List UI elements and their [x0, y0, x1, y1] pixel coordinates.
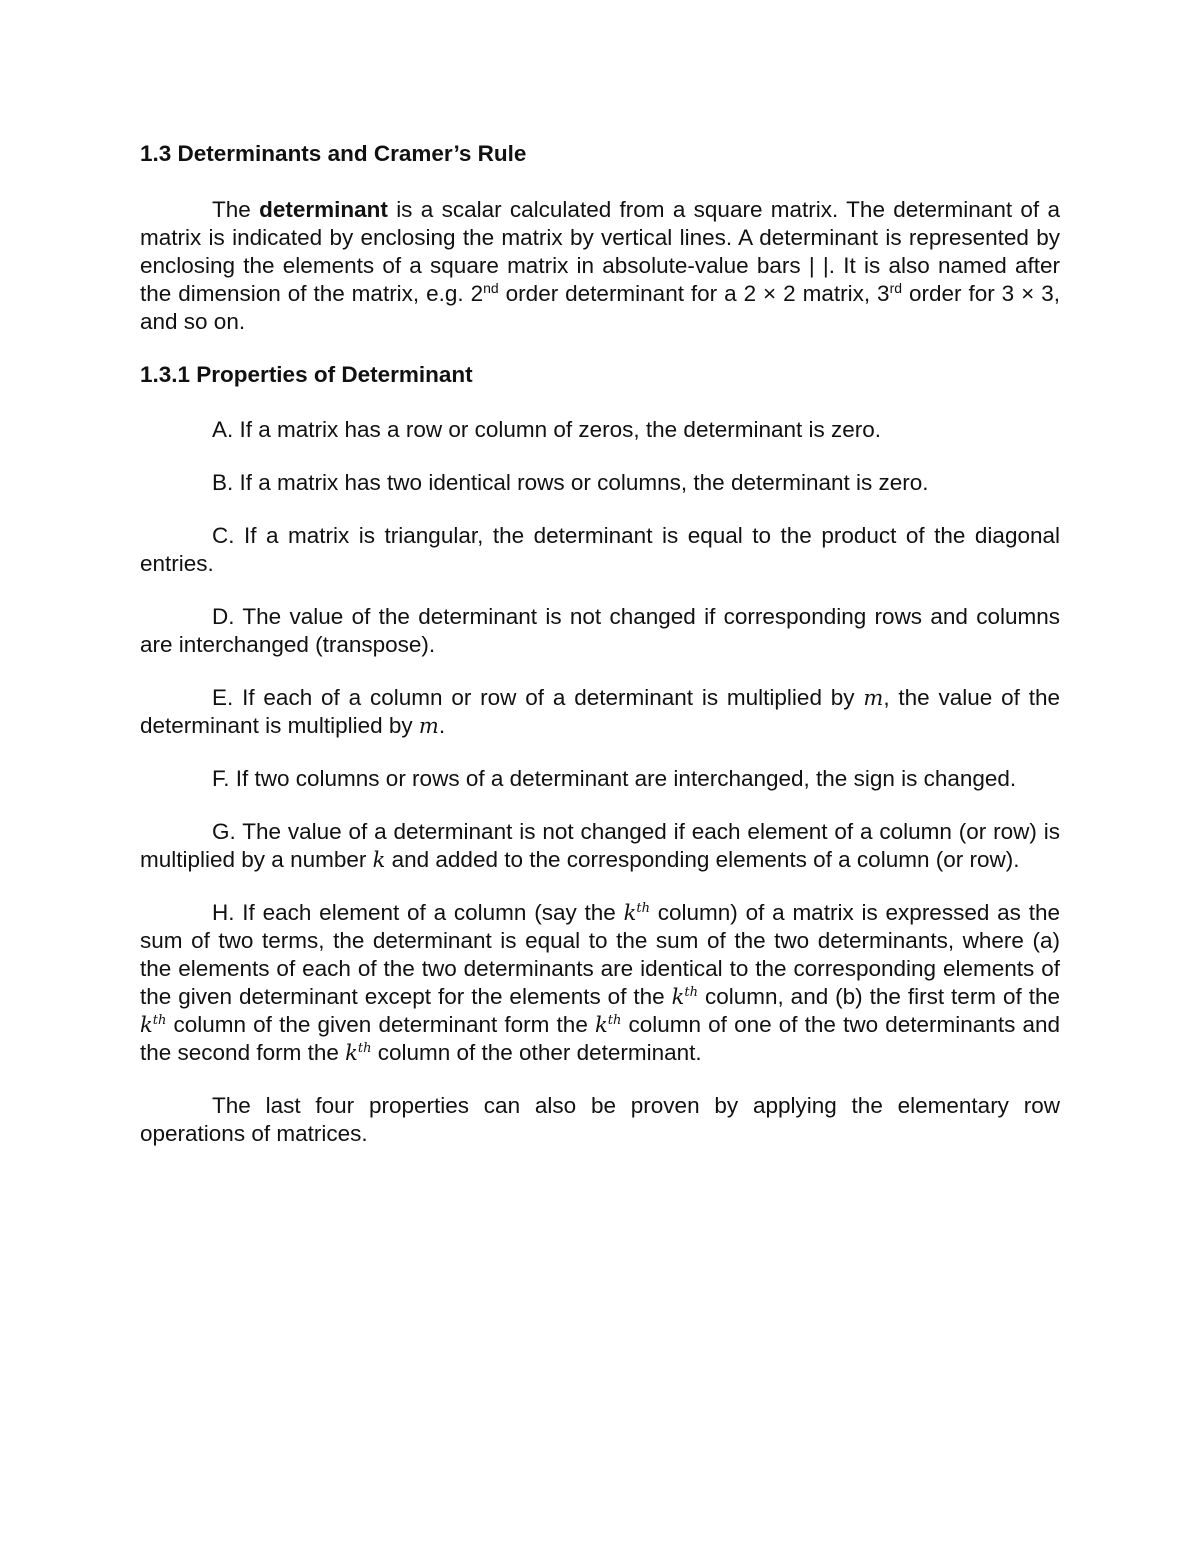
var-k: k	[372, 848, 386, 872]
document-page	[140, 140, 1060, 1148]
var-k-th: $k^{th}$	[671, 985, 698, 1009]
property-g: G. The value of a determinant is not changed if each element of a column (or row) is multiplied by a number k and added to the corresponding elements of a column (or row).	[140, 819, 1060, 872]
section-heading: 1.3 Determinants and Cramer’s Rule	[140, 141, 527, 166]
property-f: F. If two columns or rows of a determinant are interchanged, the sign is changed.	[212, 766, 1017, 791]
var-k-th: $k^{th}$	[140, 1013, 167, 1037]
term-determinant: determinant	[259, 197, 388, 222]
subsection-heading: 1.3.1 Properties of Determinant	[140, 362, 473, 387]
var-k-th: $k^{th}$	[623, 901, 650, 925]
property-d: D. The value of the determinant is not changed if corresponding rows and columns are interchanged (transpose).	[140, 604, 1060, 657]
intro-paragraph: The determinant is a scalar calculated from a square matrix. The determinant of a matrix is indicated by enclosing the matrix by vertical lines. A determinant is represented by enclosing the elements of a square matrix in absolute-value bars | |. It is also named after the dimension of the matrix, e.g. 2nd order determinant for a 2 × 2 matrix, 3rd order for 3 × 3, and so on.	[140, 197, 1060, 334]
var-m: m	[863, 686, 884, 710]
closing-paragraph: The last four properties can also be proven by applying the elementary row operations of matrices.	[140, 1093, 1060, 1146]
property-c: C. If a matrix is triangular, the determinant is equal to the product of the diagonal entries.	[140, 523, 1060, 576]
property-h: H. If each element of a column (say the $k^{th}$ column) of a matrix is expressed as the sum of two terms, the determinant is equal to the sum of the two determinants, where (a) the elements of each of the two determinants are identical to the corresponding elements of the given determinant except for the elements of the $k^{th}$ column, and (b) the first term of the $k^{th}$ column of the given determinant form the $k^{th}$ column of one of the two determinants and the second form the $k^{th}$ column of the other determinant.	[140, 900, 1061, 1065]
var-k-th: $k^{th}$	[345, 1041, 372, 1065]
property-a: A. If a matrix has a row or column of zeros, the determinant is zero.	[212, 417, 882, 442]
property-e: E. If each of a column or row of a determinant is multiplied by m, the value of the determinant is multiplied by m.	[140, 685, 1060, 738]
var-k-th: $k^{th}$	[594, 1013, 622, 1037]
var-m: m	[418, 714, 439, 738]
property-b: B. If a matrix has two identical rows or columns, the determinant is zero.	[212, 470, 929, 495]
